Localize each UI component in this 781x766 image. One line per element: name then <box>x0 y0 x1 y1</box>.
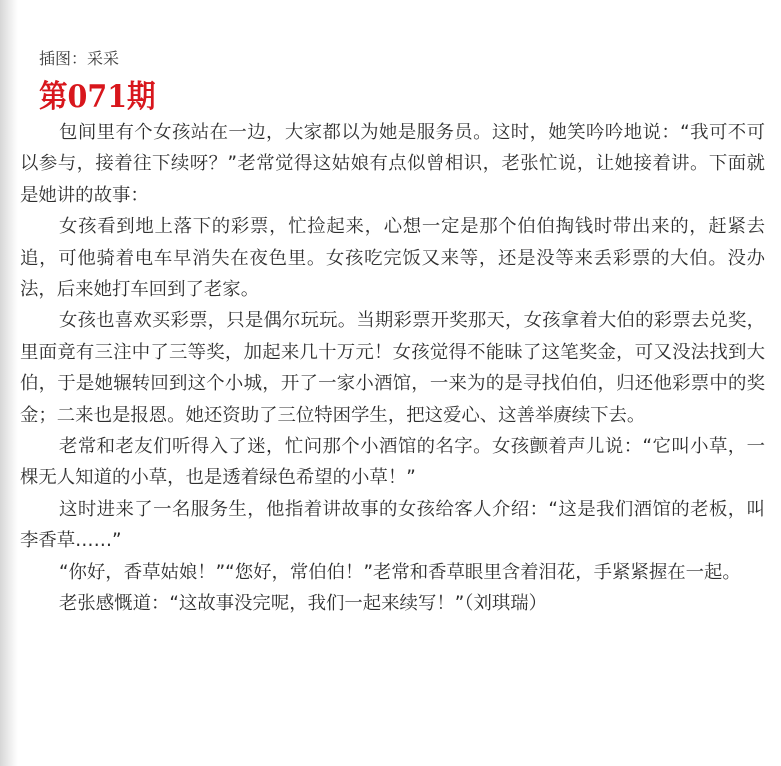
paragraph: 女孩也喜欢买彩票，只是偶尔玩玩。当期彩票开奖那天，女孩拿着大伯的彩票去兑奖，里面竟有三注中了三等奖，加起来几十万元！女孩觉得不能昧了这笔奖金，可又没法找到大伯，于是她辗转回到这个小城，开了一家小酒馆，一来为的是寻找伯伯，归还他彩票中的奖金；二来也是报恩。她还资助了三位特困学生，把这爱心、这善举赓续下去。 <box>20 310 765 426</box>
paragraph: 包间里有个女孩站在一边，大家都以为她是服务员。这时，她笑吟吟地说：“我可不可以参与，接着往下续呀？”老常觉得这姑娘有点似曾相识，老张忙说，让她接着讲。下面就是她讲的故事： <box>20 122 765 206</box>
illustration-credit: 插图：采采 <box>39 49 120 68</box>
paragraph: 女孩看到地上落下的彩票，忙捡起来，心想一定是那个伯伯掏钱时带出来的，赶紧去追，可他骑着电车早消失在夜色里。女孩吃完饭又来等，还是没等来丢彩票的大伯。没办法，后来她打车回到了老家。 <box>20 216 765 301</box>
paragraph: “你好，香草姑娘！”“您好，常伯伯！”老常和香草眼里含着泪花，手紧紧握在一起。 <box>59 561 741 583</box>
paragraph: 这时进来了一名服务生，他指着讲故事的女孩给客人介绍：“这是我们酒馆的老板，叫李香草……” <box>20 498 765 552</box>
article-body <box>20 117 765 620</box>
paragraph: 老张感慨道：“这故事没完呢，我们一起来续写！”（刘琪瑞） <box>59 593 548 615</box>
issue-title: 第071期 <box>39 79 156 115</box>
paragraph: 老常和老友们听得入了迷，忙问那个小酒馆的名字。女孩颤着声儿说：“它叫小草，一棵无人知道的小草，也是透着绿色希望的小草！” <box>20 436 765 489</box>
page-edge-shadow <box>0 0 18 766</box>
